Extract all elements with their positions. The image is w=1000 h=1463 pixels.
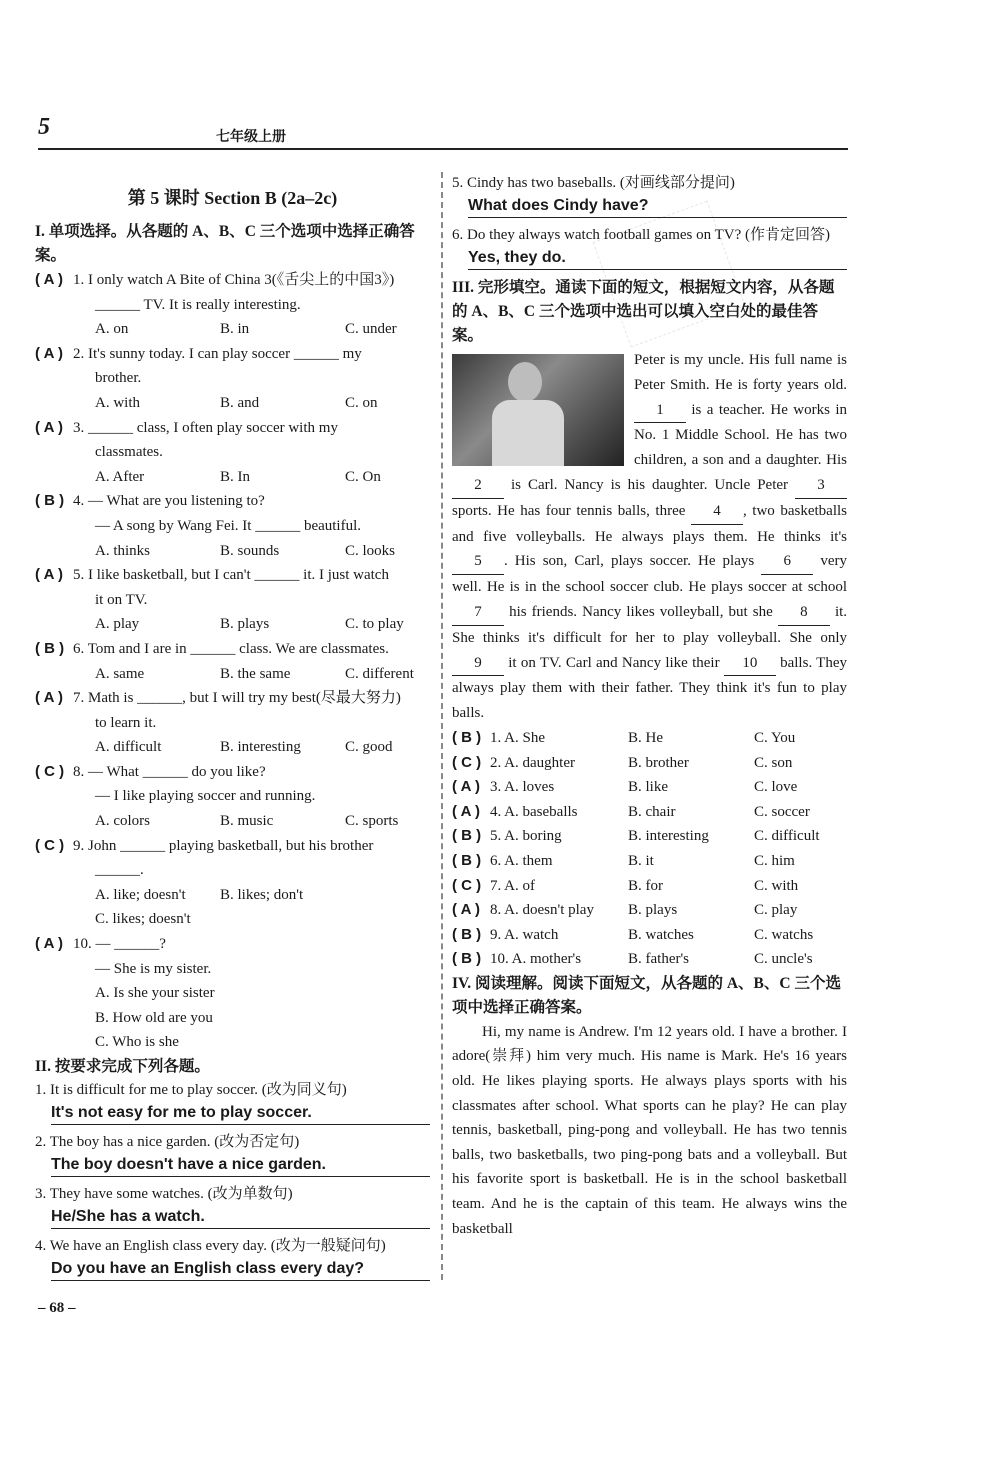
question-7	[35, 686, 430, 760]
answer-mark: ( B )	[35, 492, 65, 510]
option: B. it	[628, 852, 654, 869]
option: A. colors	[95, 813, 150, 830]
option: B. sounds	[220, 542, 280, 559]
option: C. uncle's	[754, 951, 813, 968]
rewrite-q4: 4. We have an English class every day. (改为一般疑问句)	[35, 1238, 386, 1254]
rewrite-q6: 6. Do they always watch football games on TV? (作肯定回答)	[452, 227, 830, 243]
question-stem: 8. — What ______ do you like?	[73, 763, 266, 780]
option: B. How old are you	[95, 1009, 213, 1026]
answer-mark: ( B )	[35, 639, 65, 657]
option: B. interesting	[628, 828, 709, 845]
option: 3. A. loves	[490, 779, 555, 796]
cloze-choice-row	[452, 947, 847, 972]
question-5	[35, 563, 430, 637]
question-cont: it on TV.	[95, 591, 148, 608]
right-column	[452, 172, 847, 1241]
question-stem: 4. — What are you listening to?	[73, 493, 265, 510]
option: A. thinks	[95, 542, 151, 559]
cloze-blank: 1	[634, 398, 686, 424]
answer-mark: ( B )	[452, 925, 482, 943]
option: A. difficult	[95, 739, 162, 756]
option: 9. A. watch	[490, 926, 559, 943]
option: B. in	[220, 321, 250, 338]
option: B. father's	[628, 951, 690, 968]
option: A. After	[95, 468, 145, 485]
cloze-choice-row	[452, 898, 847, 923]
option: 5. A. boring	[490, 828, 562, 845]
option: A. same	[95, 665, 145, 682]
rewrite-answer-4: Do you have an English class every day?	[51, 1258, 430, 1281]
question-8	[35, 760, 430, 834]
option: 1. A. She	[490, 729, 546, 746]
option: C. likes; doesn't	[95, 911, 191, 928]
question-cont: ______ TV. It is really interesting.	[95, 296, 301, 313]
cloze-choice-row	[452, 849, 847, 874]
part3-heading: III. 完形填空。通读下面的短文，根据短文内容，从各题的 A、B、C 三个选项中选出可以填入空白处的最佳答案。	[452, 279, 835, 344]
option: B. brother	[628, 754, 689, 771]
cloze-choices	[452, 726, 847, 972]
cloze-choice-row	[452, 874, 847, 899]
rewrite-q2: 2. The boy has a nice garden. (改为否定句)	[35, 1134, 300, 1150]
cloze-blank: 2	[452, 473, 504, 499]
option: C. to play	[345, 616, 404, 633]
option: 6. A. them	[490, 852, 553, 869]
option: A. like; doesn't	[95, 886, 186, 903]
answer-mark: ( C )	[35, 762, 65, 780]
option: A. Is she your sister	[95, 985, 215, 1002]
cloze-blank: 9	[452, 651, 504, 677]
option: A. with	[95, 394, 140, 411]
rewrite-q1: 1. It is difficult for me to play soccer. (改为同义句)	[35, 1082, 347, 1098]
option: C. soccer	[754, 803, 810, 820]
answer-mark: ( A )	[35, 689, 64, 707]
option: C. on	[345, 394, 378, 411]
answer-mark: ( B )	[452, 827, 482, 845]
option: B. In	[220, 468, 250, 485]
part2-heading: II. 按要求完成下列各题。	[35, 1058, 210, 1075]
option: B. for	[628, 877, 663, 894]
option: 10. A. mother's	[490, 951, 582, 968]
question-stem: 2. It's sunny today. I can play soccer ______ my	[73, 345, 362, 362]
option: C. play	[754, 902, 798, 919]
question-4	[35, 489, 430, 563]
rewrite-answer-6: Yes, they do.	[468, 247, 847, 270]
cloze-choice-row	[452, 923, 847, 948]
option: C. On	[345, 468, 381, 485]
answer-mark: ( A )	[35, 566, 64, 584]
rewrite-answer-2: The boy doesn't have a nice garden.	[51, 1154, 430, 1177]
cloze-blank: 8	[778, 600, 830, 626]
rewrite-q5: 5. Cindy has two baseballs. (对画线部分提问)	[452, 175, 735, 191]
question-stem: 9. John ______ playing basketball, but his brother	[73, 837, 374, 854]
answer-mark: ( A )	[35, 271, 64, 288]
question-stem: 7. Math is ______, but I will try my best(尽最大努力)	[73, 690, 401, 707]
option: C. difficult	[754, 828, 820, 845]
answer-mark: ( B )	[452, 851, 482, 869]
reading-passage: Hi, my name is Andrew. I'm 12 years old. I have a brother. I adore(崇拜) him very much. His name is Mark. He's 16 years old. He likes playing sports. He always plays sports with his classmates after school. What sports can he play? He can play tennis, basketball, ping-pong and volleyball. He has two tennis balls, two basketballs, two ping-pong bats and a volleyball. But his favorite sport is basketball. He is in the school basketball team. And he is the captain of this team. He always wins the basketball	[452, 1023, 847, 1237]
answer-mark: ( A )	[452, 778, 481, 796]
answer-mark: ( B )	[452, 728, 482, 746]
teacher-photo	[452, 354, 624, 466]
option: C. Who is she	[95, 1034, 179, 1051]
option: C. son	[754, 754, 793, 771]
header-rule	[38, 148, 848, 150]
answer-mark: ( C )	[35, 836, 65, 854]
option: C. good	[345, 739, 393, 756]
cloze-choice-row	[452, 800, 847, 825]
question-1	[35, 268, 430, 342]
option: 7. A. of	[490, 877, 535, 894]
answer-mark: ( B )	[452, 950, 482, 968]
rewrite-answer-5: What does Cindy have?	[468, 195, 847, 218]
question-3	[35, 416, 430, 490]
page-header	[38, 112, 848, 152]
option: C. love	[754, 779, 798, 796]
option: B. music	[220, 813, 274, 830]
option: B. chair	[628, 803, 676, 820]
option: C. with	[754, 877, 799, 894]
answer-mark: ( C )	[452, 876, 482, 894]
question-cont: brother.	[95, 370, 142, 387]
question-9	[35, 834, 430, 932]
page-number: – 68 –	[38, 1300, 76, 1316]
cloze-blank: 6	[761, 549, 813, 575]
option: C. You	[754, 729, 796, 746]
rewrite-answer-3: He/She has a watch.	[51, 1206, 430, 1229]
question-cont: — I like playing soccer and running.	[95, 788, 316, 805]
left-column	[35, 172, 430, 1287]
answer-mark: ( A )	[452, 802, 481, 820]
cloze-blank: 7	[452, 600, 504, 626]
option: 2. A. daughter	[490, 754, 575, 771]
rewrite-answer-1: It's not easy for me to play soccer.	[51, 1102, 430, 1125]
option: C. him	[754, 852, 795, 869]
answer-mark: ( A )	[35, 418, 64, 436]
answer-mark: ( A )	[35, 935, 64, 953]
cloze-choice-row	[452, 824, 847, 849]
question-2	[35, 342, 430, 416]
option: B. plays	[220, 616, 270, 633]
brand-logo: 5	[38, 114, 50, 140]
option: B. likes; don't	[220, 886, 304, 903]
option: B. and	[220, 394, 260, 411]
question-cont: — A song by Wang Fei. It ______ beautiful.	[95, 517, 362, 534]
answer-mark: ( A )	[35, 344, 64, 362]
question-cont: to learn it.	[95, 714, 157, 731]
lesson-title: 第 5 课时 Section B (2a–2c)	[127, 188, 338, 208]
option: C. watchs	[754, 926, 814, 943]
part1-questions	[35, 268, 430, 834]
option: A. on	[95, 321, 129, 338]
option: B. plays	[628, 902, 678, 919]
question-stem: 1. I only watch A Bite of China 3(《舌尖上的中国3》)	[73, 272, 395, 288]
option: A. play	[95, 616, 140, 633]
option: C. sports	[345, 813, 399, 830]
option: B. He	[628, 729, 663, 746]
part4-heading: IV. 阅读理解。阅读下面短文，从各题的 A、B、C 三个选项中选择正确答案。	[452, 974, 841, 1016]
cloze-blank: 10	[724, 651, 776, 677]
option: C. different	[345, 665, 414, 682]
question-stem: 10. — ______?	[73, 936, 166, 953]
option: B. the same	[220, 665, 291, 682]
grade-label: 七年级上册	[216, 130, 286, 145]
cloze-choice-row	[452, 726, 847, 751]
question-6	[35, 637, 430, 686]
question-stem: 3. ______ class, I often play soccer with my	[73, 419, 338, 436]
cloze-choice-row	[452, 751, 847, 776]
option: C. under	[345, 321, 397, 338]
question-10	[35, 932, 430, 1055]
cloze-blank: 3	[795, 473, 847, 499]
part1-heading: I. 单项选择。从各题的 A、B、C 三个选项中选择正确答案。	[35, 223, 415, 264]
question-cont: ______.	[95, 862, 144, 879]
answer-mark: ( A )	[452, 901, 481, 919]
question-stem: 5. I like basketball, but I can't ______ it. I just watch	[73, 567, 389, 584]
question-cont: — She is my sister.	[95, 960, 212, 977]
option: B. like	[628, 779, 668, 796]
option: B. interesting	[220, 739, 301, 756]
question-cont: classmates.	[95, 444, 163, 461]
rewrite-q3: 3. They have some watches. (改为单数句)	[35, 1186, 293, 1202]
cloze-passage: Peter is my uncle. His full name is Peter Smith. He is forty years old. 1 is a teacher. He works in No. 1 Middle School. He has two children, a son and a daughter. His 2 is Carl. Nancy is his daughter. Uncle Peter 3 sports. He has four tennis balls, three 4 , two basketballs and five volleyballs. He always plays them. He thinks it's 5 . His son, Carl, plays soccer. He plays 6 very well. He is in the school soccer club. He plays soccer at school 7 his friends. Nancy likes volleyball, but she 8 it. She thinks it's difficult for her to play volleyball. She only 9 it on TV. Carl and Nancy like their 10 balls. They always play them with their father. They think it's fun to play balls.	[452, 352, 848, 722]
option: 8. A. doesn't play	[490, 902, 594, 919]
option: B. watches	[628, 926, 694, 943]
cloze-blank: 4	[691, 499, 743, 525]
question-stem: 6. Tom and I are in ______ class. We are classmates.	[73, 640, 389, 657]
cloze-choice-row	[452, 775, 847, 800]
option: 4. A. baseballs	[490, 803, 578, 820]
option: C. looks	[345, 542, 396, 559]
answer-mark: ( C )	[452, 753, 482, 771]
cloze-blank: 5	[452, 549, 504, 575]
